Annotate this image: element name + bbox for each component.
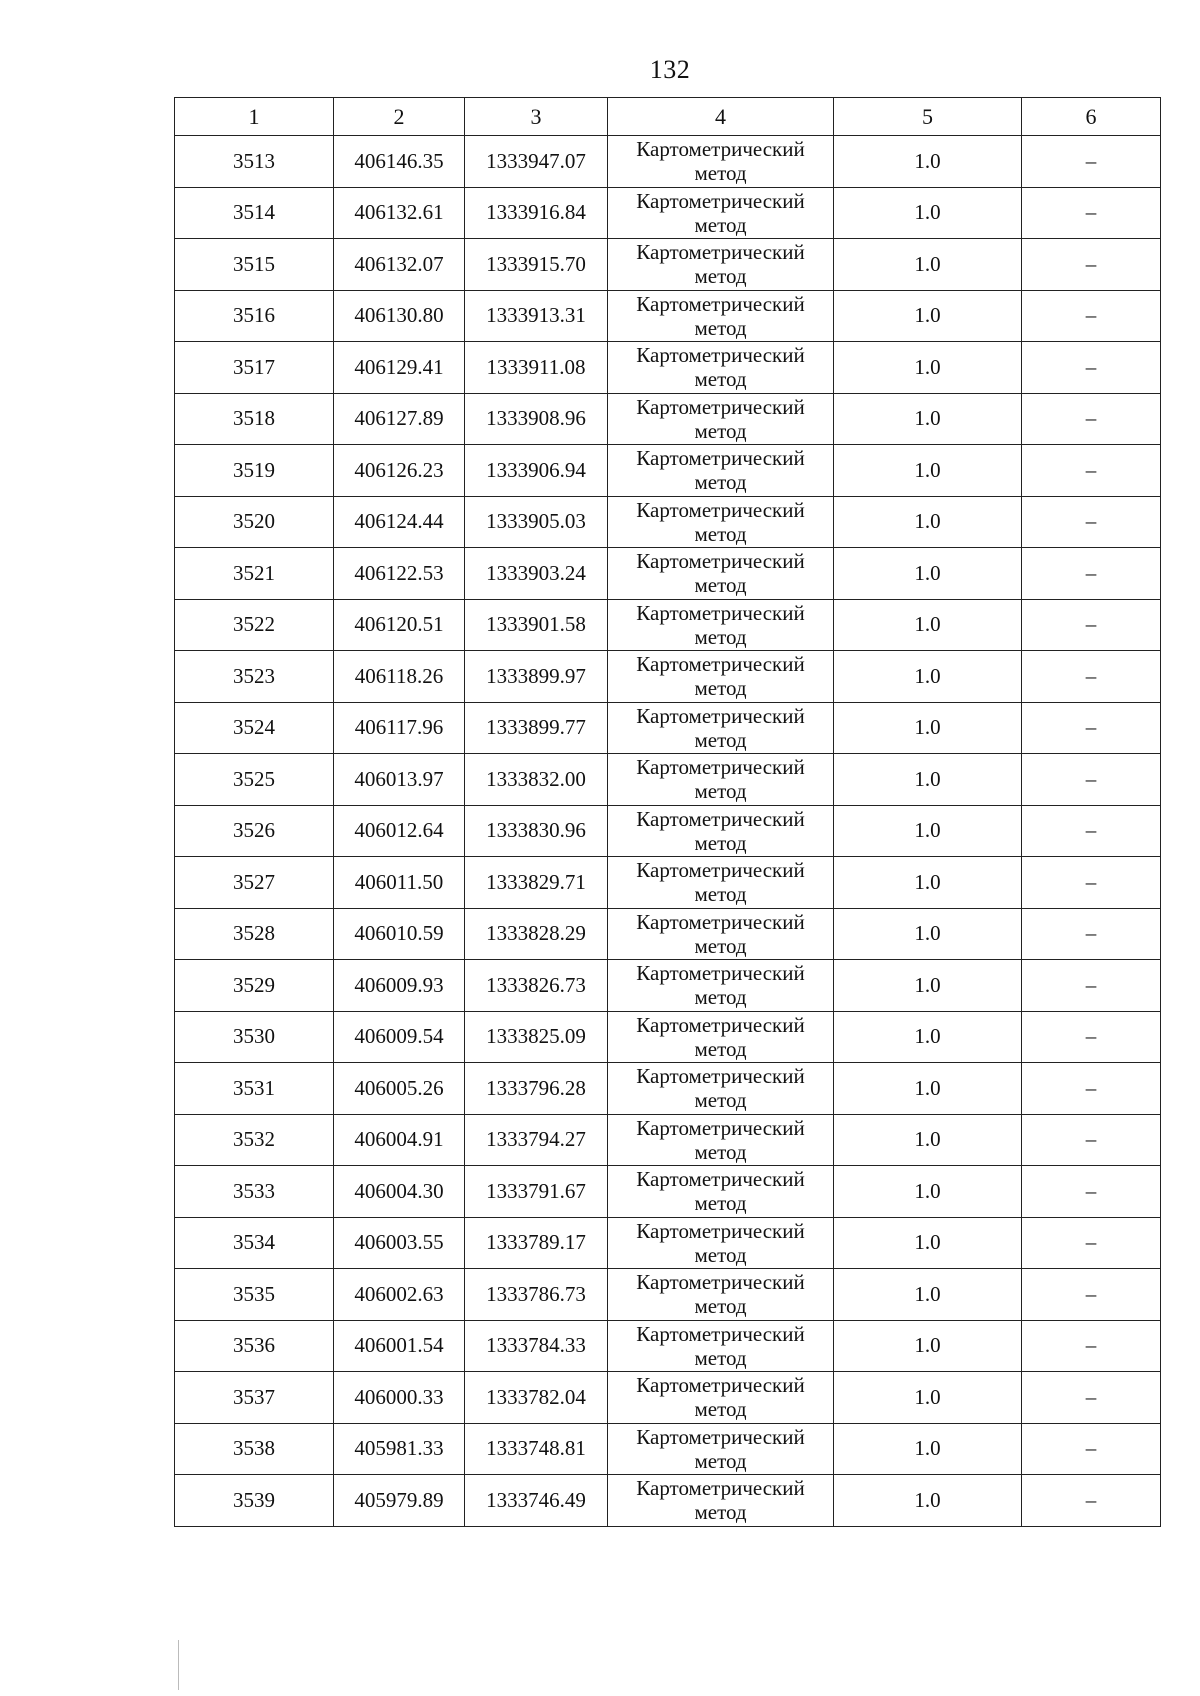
accuracy-cell: 1.0 (834, 239, 1022, 291)
method-line-2: метод (694, 830, 747, 855)
method-line-2: метод (694, 779, 747, 804)
accuracy-cell: 1.0 (834, 908, 1022, 960)
description-cell: – (1022, 548, 1161, 600)
point-number-cell: 3520 (175, 496, 334, 548)
y-coordinate-cell: 1333746.49 (465, 1475, 608, 1527)
method-line-1: Картометрический (636, 961, 805, 986)
table-row (175, 1372, 1161, 1424)
method-line-2: метод (694, 1397, 747, 1422)
table-row (175, 1114, 1161, 1166)
table-row (175, 342, 1161, 394)
x-coordinate-cell: 406009.54 (334, 1011, 465, 1063)
y-coordinate-cell: 1333832.00 (465, 754, 608, 806)
method-line-2: метод (694, 1500, 747, 1525)
accuracy-cell: 1.0 (834, 702, 1022, 754)
method-line-1: Картометрический (636, 755, 805, 780)
method-line-2: метод (694, 367, 747, 392)
y-coordinate-cell: 1333915.70 (465, 239, 608, 291)
point-number-cell: 3532 (175, 1114, 334, 1166)
method-line-1: Картометрический (636, 240, 805, 265)
table-row (175, 496, 1161, 548)
x-coordinate-cell: 406005.26 (334, 1063, 465, 1115)
description-cell: – (1022, 599, 1161, 651)
column-header-2: 2 (334, 98, 465, 136)
table-row (175, 239, 1161, 291)
y-coordinate-cell: 1333826.73 (465, 960, 608, 1012)
x-coordinate-cell: 406146.35 (334, 136, 465, 188)
accuracy-cell: 1.0 (834, 754, 1022, 806)
point-number-cell: 3537 (175, 1372, 334, 1424)
method-line-1: Картометрический (636, 1218, 805, 1243)
method-line-2: метод (694, 1088, 747, 1113)
accuracy-cell: 1.0 (834, 651, 1022, 703)
method-cell (608, 1166, 834, 1218)
y-coordinate-cell: 1333828.29 (465, 908, 608, 960)
table-row (175, 1475, 1161, 1527)
point-number-cell: 3533 (175, 1166, 334, 1218)
method-line-1: Картометрический (636, 137, 805, 162)
point-number-cell: 3524 (175, 702, 334, 754)
table-row (175, 702, 1161, 754)
description-cell: – (1022, 239, 1161, 291)
table-body (175, 136, 1161, 1527)
table-row (175, 136, 1161, 188)
table-row (175, 1166, 1161, 1218)
method-cell (608, 342, 834, 394)
x-coordinate-cell: 406129.41 (334, 342, 465, 394)
description-cell: – (1022, 754, 1161, 806)
method-line-1: Картометрический (636, 1373, 805, 1398)
method-line-1: Картометрический (636, 909, 805, 934)
accuracy-cell: 1.0 (834, 548, 1022, 600)
point-number-cell: 3539 (175, 1475, 334, 1527)
method-line-1: Картометрический (636, 1476, 805, 1501)
description-cell: – (1022, 1166, 1161, 1218)
point-number-cell: 3529 (175, 960, 334, 1012)
description-cell: – (1022, 1423, 1161, 1475)
table-row (175, 393, 1161, 445)
method-line-2: метод (694, 933, 747, 958)
method-cell (608, 1269, 834, 1321)
y-coordinate-cell: 1333825.09 (465, 1011, 608, 1063)
x-coordinate-cell: 406012.64 (334, 805, 465, 857)
x-coordinate-cell: 406124.44 (334, 496, 465, 548)
y-coordinate-cell: 1333906.94 (465, 445, 608, 497)
description-cell: – (1022, 1063, 1161, 1115)
method-cell (608, 187, 834, 239)
method-line-1: Картометрический (636, 806, 805, 831)
method-cell (608, 1320, 834, 1372)
table-row (175, 651, 1161, 703)
x-coordinate-cell: 406009.93 (334, 960, 465, 1012)
header-row (175, 98, 1161, 136)
y-coordinate-cell: 1333796.28 (465, 1063, 608, 1115)
method-cell (608, 496, 834, 548)
y-coordinate-cell: 1333905.03 (465, 496, 608, 548)
column-header-3: 3 (465, 98, 608, 136)
method-line-1: Картометрический (636, 1115, 805, 1140)
description-cell: – (1022, 342, 1161, 394)
table-row (175, 960, 1161, 1012)
x-coordinate-cell: 406122.53 (334, 548, 465, 600)
point-number-cell: 3513 (175, 136, 334, 188)
accuracy-cell: 1.0 (834, 1011, 1022, 1063)
method-line-1: Картометрический (636, 858, 805, 883)
scan-artifact-line (178, 1640, 179, 1690)
point-number-cell: 3523 (175, 651, 334, 703)
y-coordinate-cell: 1333789.17 (465, 1217, 608, 1269)
method-cell (608, 805, 834, 857)
method-cell (608, 548, 834, 600)
x-coordinate-cell: 406126.23 (334, 445, 465, 497)
method-cell (608, 445, 834, 497)
accuracy-cell: 1.0 (834, 1217, 1022, 1269)
method-line-2: метод (694, 1139, 747, 1164)
method-line-1: Картометрический (636, 549, 805, 574)
method-cell (608, 857, 834, 909)
description-cell: – (1022, 960, 1161, 1012)
accuracy-cell: 1.0 (834, 1423, 1022, 1475)
y-coordinate-cell: 1333947.07 (465, 136, 608, 188)
method-line-1: Картометрический (636, 1064, 805, 1089)
point-number-cell: 3521 (175, 548, 334, 600)
table-row (175, 290, 1161, 342)
accuracy-cell: 1.0 (834, 290, 1022, 342)
point-number-cell: 3522 (175, 599, 334, 651)
y-coordinate-cell: 1333901.58 (465, 599, 608, 651)
method-line-1: Картометрический (636, 703, 805, 728)
method-cell (608, 290, 834, 342)
accuracy-cell: 1.0 (834, 445, 1022, 497)
y-coordinate-cell: 1333748.81 (465, 1423, 608, 1475)
description-cell: – (1022, 1269, 1161, 1321)
point-number-cell: 3519 (175, 445, 334, 497)
x-coordinate-cell: 406130.80 (334, 290, 465, 342)
method-line-2: метод (694, 573, 747, 598)
table-row (175, 548, 1161, 600)
method-line-2: метод (694, 315, 747, 340)
description-cell: – (1022, 393, 1161, 445)
x-coordinate-cell: 406127.89 (334, 393, 465, 445)
table-row (175, 805, 1161, 857)
accuracy-cell: 1.0 (834, 805, 1022, 857)
method-line-1: Картометрический (636, 188, 805, 213)
accuracy-cell: 1.0 (834, 1063, 1022, 1115)
y-coordinate-cell: 1333829.71 (465, 857, 608, 909)
x-coordinate-cell: 406010.59 (334, 908, 465, 960)
method-cell (608, 1475, 834, 1527)
y-coordinate-cell: 1333830.96 (465, 805, 608, 857)
point-number-cell: 3514 (175, 187, 334, 239)
description-cell: – (1022, 702, 1161, 754)
description-cell: – (1022, 290, 1161, 342)
method-line-2: метод (694, 1294, 747, 1319)
method-line-2: метод (694, 1242, 747, 1267)
point-number-cell: 3527 (175, 857, 334, 909)
method-line-2: метод (694, 676, 747, 701)
x-coordinate-cell: 406118.26 (334, 651, 465, 703)
table-row (175, 1063, 1161, 1115)
column-header-6: 6 (1022, 98, 1161, 136)
y-coordinate-cell: 1333908.96 (465, 393, 608, 445)
column-header-5: 5 (834, 98, 1022, 136)
description-cell: – (1022, 908, 1161, 960)
description-cell: – (1022, 1320, 1161, 1372)
method-cell (608, 908, 834, 960)
accuracy-cell: 1.0 (834, 136, 1022, 188)
accuracy-cell: 1.0 (834, 857, 1022, 909)
method-line-1: Картометрический (636, 291, 805, 316)
accuracy-cell: 1.0 (834, 187, 1022, 239)
description-cell: – (1022, 187, 1161, 239)
method-cell (608, 239, 834, 291)
point-number-cell: 3518 (175, 393, 334, 445)
x-coordinate-cell: 406004.30 (334, 1166, 465, 1218)
point-number-cell: 3515 (175, 239, 334, 291)
method-cell (608, 1423, 834, 1475)
method-line-2: метод (694, 1036, 747, 1061)
y-coordinate-cell: 1333903.24 (465, 548, 608, 600)
accuracy-cell: 1.0 (834, 496, 1022, 548)
method-line-1: Картометрический (636, 1424, 805, 1449)
point-number-cell: 3531 (175, 1063, 334, 1115)
point-number-cell: 3525 (175, 754, 334, 806)
x-coordinate-cell: 406003.55 (334, 1217, 465, 1269)
description-cell: – (1022, 445, 1161, 497)
method-line-2: метод (694, 212, 747, 237)
accuracy-cell: 1.0 (834, 393, 1022, 445)
method-cell (608, 651, 834, 703)
point-number-cell: 3516 (175, 290, 334, 342)
method-cell (608, 1063, 834, 1115)
coordinates-table (174, 97, 1161, 1527)
method-line-2: метод (694, 624, 747, 649)
accuracy-cell: 1.0 (834, 1269, 1022, 1321)
description-cell: – (1022, 496, 1161, 548)
table-row (175, 1320, 1161, 1372)
description-cell: – (1022, 136, 1161, 188)
point-number-cell: 3526 (175, 805, 334, 857)
table-row (175, 599, 1161, 651)
y-coordinate-cell: 1333899.77 (465, 702, 608, 754)
method-cell (608, 702, 834, 754)
method-line-1: Картометрический (636, 1270, 805, 1295)
accuracy-cell: 1.0 (834, 1320, 1022, 1372)
method-line-2: метод (694, 264, 747, 289)
description-cell: – (1022, 1217, 1161, 1269)
point-number-cell: 3534 (175, 1217, 334, 1269)
method-line-1: Картометрический (636, 394, 805, 419)
table-row (175, 754, 1161, 806)
point-number-cell: 3517 (175, 342, 334, 394)
method-line-1: Картометрический (636, 497, 805, 522)
method-line-2: метод (694, 1191, 747, 1216)
method-cell (608, 1114, 834, 1166)
y-coordinate-cell: 1333899.97 (465, 651, 608, 703)
method-line-1: Картометрический (636, 1012, 805, 1037)
point-number-cell: 3528 (175, 908, 334, 960)
method-cell (608, 1372, 834, 1424)
x-coordinate-cell: 406117.96 (334, 702, 465, 754)
table-row (175, 908, 1161, 960)
point-number-cell: 3538 (175, 1423, 334, 1475)
description-cell: – (1022, 857, 1161, 909)
method-cell (608, 754, 834, 806)
x-coordinate-cell: 406011.50 (334, 857, 465, 909)
method-cell (608, 136, 834, 188)
description-cell: – (1022, 805, 1161, 857)
x-coordinate-cell: 406002.63 (334, 1269, 465, 1321)
y-coordinate-cell: 1333911.08 (465, 342, 608, 394)
column-header-1: 1 (175, 98, 334, 136)
description-cell: – (1022, 1114, 1161, 1166)
y-coordinate-cell: 1333794.27 (465, 1114, 608, 1166)
method-line-1: Картометрический (636, 1321, 805, 1346)
method-line-1: Картометрический (636, 343, 805, 368)
method-line-1: Картометрический (636, 1167, 805, 1192)
table-row (175, 1423, 1161, 1475)
accuracy-cell: 1.0 (834, 342, 1022, 394)
accuracy-cell: 1.0 (834, 960, 1022, 1012)
method-line-1: Картометрический (636, 600, 805, 625)
method-line-1: Картометрический (636, 446, 805, 471)
method-line-2: метод (694, 418, 747, 443)
method-cell (608, 1217, 834, 1269)
method-cell (608, 393, 834, 445)
method-cell (608, 599, 834, 651)
method-cell (608, 960, 834, 1012)
column-header-4: 4 (608, 98, 834, 136)
method-line-2: метод (694, 1448, 747, 1473)
point-number-cell: 3530 (175, 1011, 334, 1063)
accuracy-cell: 1.0 (834, 1475, 1022, 1527)
x-coordinate-cell: 406013.97 (334, 754, 465, 806)
accuracy-cell: 1.0 (834, 599, 1022, 651)
x-coordinate-cell: 406132.61 (334, 187, 465, 239)
accuracy-cell: 1.0 (834, 1114, 1022, 1166)
y-coordinate-cell: 1333782.04 (465, 1372, 608, 1424)
point-number-cell: 3535 (175, 1269, 334, 1321)
table-row (175, 1217, 1161, 1269)
x-coordinate-cell: 406001.54 (334, 1320, 465, 1372)
x-coordinate-cell: 406120.51 (334, 599, 465, 651)
method-line-2: метод (694, 882, 747, 907)
method-line-2: метод (694, 470, 747, 495)
table-row (175, 857, 1161, 909)
accuracy-cell: 1.0 (834, 1166, 1022, 1218)
table-row (175, 187, 1161, 239)
y-coordinate-cell: 1333786.73 (465, 1269, 608, 1321)
x-coordinate-cell: 405979.89 (334, 1475, 465, 1527)
method-line-2: метод (694, 161, 747, 186)
page-number: 132 (649, 55, 691, 84)
description-cell: – (1022, 1372, 1161, 1424)
y-coordinate-cell: 1333913.31 (465, 290, 608, 342)
x-coordinate-cell: 405981.33 (334, 1423, 465, 1475)
method-cell (608, 1011, 834, 1063)
method-line-2: метод (694, 727, 747, 752)
y-coordinate-cell: 1333791.67 (465, 1166, 608, 1218)
accuracy-cell: 1.0 (834, 1372, 1022, 1424)
method-line-2: метод (694, 521, 747, 546)
method-line-2: метод (694, 1345, 747, 1370)
y-coordinate-cell: 1333916.84 (465, 187, 608, 239)
x-coordinate-cell: 406004.91 (334, 1114, 465, 1166)
description-cell: – (1022, 1475, 1161, 1527)
point-number-cell: 3536 (175, 1320, 334, 1372)
method-line-1: Картометрический (636, 652, 805, 677)
table-row (175, 445, 1161, 497)
description-cell: – (1022, 1011, 1161, 1063)
x-coordinate-cell: 406000.33 (334, 1372, 465, 1424)
method-line-2: метод (694, 985, 747, 1010)
x-coordinate-cell: 406132.07 (334, 239, 465, 291)
table-row (175, 1011, 1161, 1063)
description-cell: – (1022, 651, 1161, 703)
table-row (175, 1269, 1161, 1321)
y-coordinate-cell: 1333784.33 (465, 1320, 608, 1372)
